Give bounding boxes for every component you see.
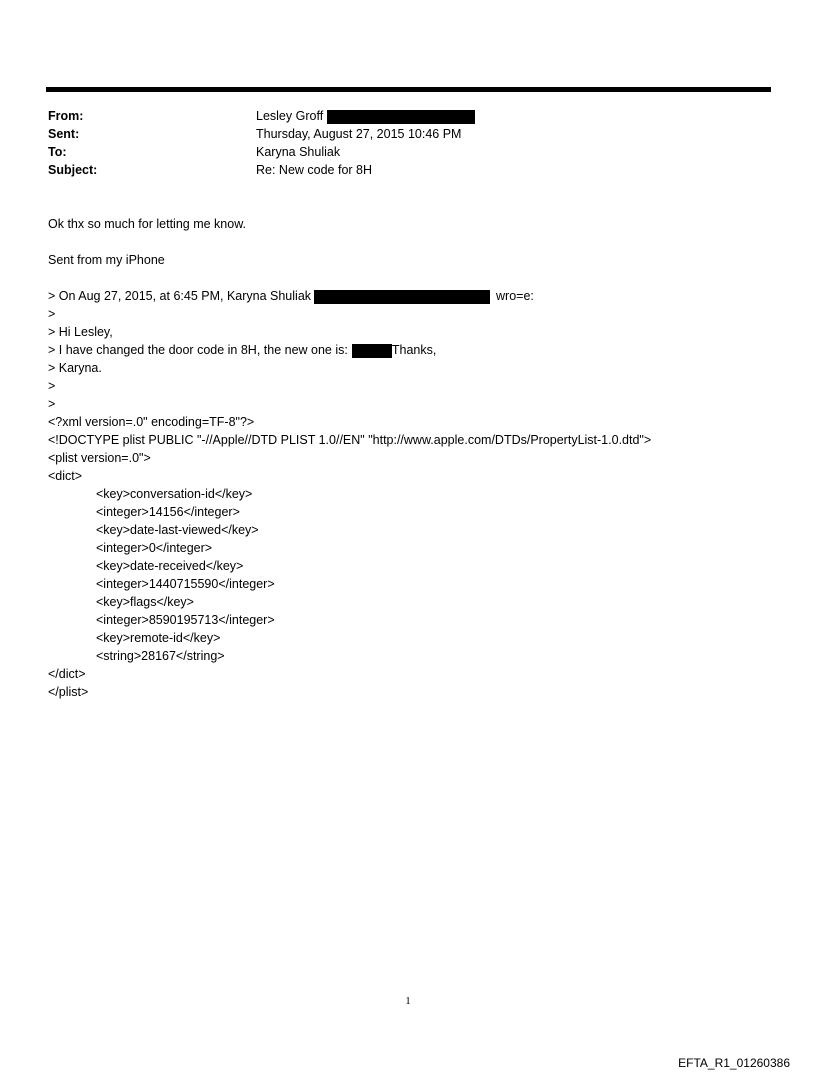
- quote-line: > Karyna.: [48, 361, 102, 375]
- from-name: Lesley Groff: [256, 109, 324, 123]
- quote-line: [48, 287, 534, 305]
- quote-text: > I have changed the door code in 8H, the new one is:: [48, 343, 348, 357]
- quote-line: > Hi Lesley,: [48, 325, 113, 339]
- quote-text: Thanks,: [391, 343, 437, 357]
- subject-value: Re: New code for 8H: [256, 163, 373, 177]
- quote-line: >: [48, 307, 56, 321]
- xml-line: <string>28167</string>: [96, 649, 225, 663]
- quote-text: wro=e:: [496, 289, 534, 303]
- bates-number: EFTA_R1_01260386: [678, 1056, 790, 1070]
- subject-label: Subject:: [48, 163, 98, 177]
- xml-line: <key>flags</key>: [96, 595, 194, 609]
- from-row: [48, 107, 748, 125]
- xml-line: <integer>0</integer>: [96, 541, 213, 555]
- xml-line: <plist version=.0">: [48, 451, 151, 465]
- body-line: Ok thx so much for letting me know.: [48, 217, 246, 231]
- redaction-box: [352, 344, 392, 358]
- xml-line: <!DOCTYPE plist PUBLIC "-//Apple//DTD PLIST 1.0//EN" "http://www.apple.com/DTDs/PropertyList-1.0.dtd">: [48, 433, 652, 447]
- from-label: From:: [48, 109, 84, 123]
- quote-line: >: [48, 397, 56, 411]
- subject-row: [48, 161, 748, 179]
- xml-line: <key>date-received</key>: [96, 559, 244, 573]
- xml-line: <key>remote-id</key>: [96, 631, 221, 645]
- xml-line: <integer>1440715590</integer>: [96, 577, 275, 591]
- redaction-box: [314, 290, 490, 304]
- to-row: [48, 143, 748, 161]
- quote-line: >: [48, 379, 56, 393]
- xml-line: <?xml version=.0" encoding=TF-8"?>: [48, 415, 255, 429]
- xml-line: <integer>8590195713</integer>: [96, 613, 275, 627]
- from-value: [256, 107, 475, 125]
- xml-line: <key>date-last-viewed</key>: [96, 523, 259, 537]
- to-value: Karyna Shuliak: [256, 145, 341, 159]
- xml-line: </plist>: [48, 685, 89, 699]
- quote-text: > On Aug 27, 2015, at 6:45 PM, Karyna Shuliak: [48, 289, 312, 303]
- redaction-box: [327, 110, 475, 124]
- to-label: To:: [48, 145, 67, 159]
- signature-line: Sent from my iPhone: [48, 253, 165, 267]
- sent-label: Sent:: [48, 127, 80, 141]
- page-number: 1: [405, 995, 411, 1007]
- sent-value: Thursday, August 27, 2015 10:46 PM: [256, 127, 462, 141]
- xml-line: <key>conversation-id</key>: [96, 487, 253, 501]
- xml-line: <integer>14156</integer>: [96, 505, 240, 519]
- sent-row: [48, 125, 748, 143]
- quote-line: [48, 341, 436, 359]
- header-rule: [46, 87, 771, 92]
- xml-line: <dict>: [48, 469, 83, 483]
- xml-line: </dict>: [48, 667, 86, 681]
